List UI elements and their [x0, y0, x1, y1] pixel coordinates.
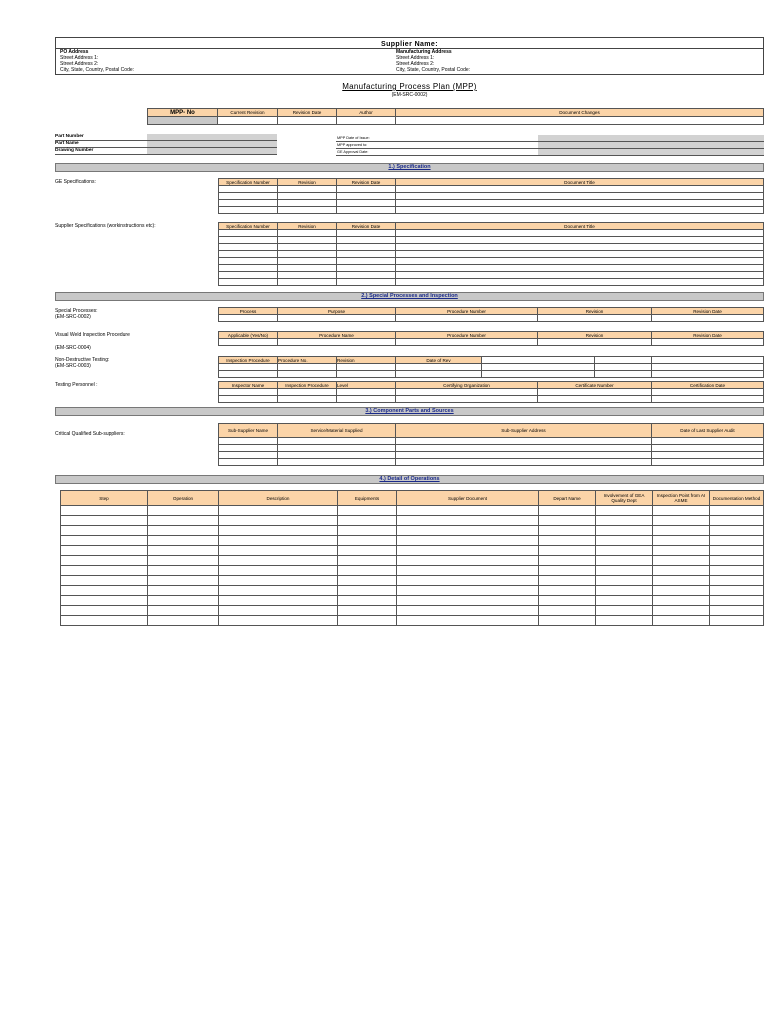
table-row [61, 576, 764, 586]
mpp-approved-field[interactable] [538, 142, 764, 148]
table-row [219, 200, 764, 207]
ge-approval-row [336, 149, 764, 156]
tp-header: Certifying Organization [396, 382, 538, 389]
section-special-processes [55, 292, 764, 301]
table-row [61, 606, 764, 616]
table-row [219, 459, 764, 466]
ge-approval-label: GE Approval Date: [337, 150, 369, 154]
spec-header: Revision Date [337, 223, 396, 230]
visual-weld-label: Visual Weld Inspection Procedure [55, 332, 130, 338]
drawing-number-row [55, 148, 277, 155]
table-row [219, 251, 764, 258]
operations-header: Involvement of GEA Quality Dept [596, 491, 653, 506]
sp-header: Revision [538, 308, 652, 315]
part-number-field[interactable] [147, 134, 277, 140]
ge-specifications-label: GE Specifications: [55, 179, 96, 185]
table-row [61, 526, 764, 536]
testing-personnel-label: Testing Personnel : [55, 382, 98, 388]
supplier-name-label: Supplier Name: [381, 41, 438, 48]
operations-table [60, 490, 764, 626]
ndt-header: Inspection Procedure [219, 357, 278, 364]
section-specification [55, 163, 764, 172]
table-row [219, 315, 764, 322]
visual-weld-code: (EM-SRC-0004) [55, 345, 91, 351]
po-address-heading: PO Address [60, 49, 89, 55]
operations-header: Supplier Document [397, 491, 539, 506]
table-row [61, 546, 764, 556]
tp-header: Level [337, 382, 396, 389]
operations-header: Depart Name [539, 491, 596, 506]
table-row [219, 193, 764, 200]
table-row [61, 556, 764, 566]
ndt-code: (EM-SRC-0003) [55, 363, 91, 369]
sub-supplier-header: Date of Last Supplier Audit [652, 424, 764, 438]
sub-suppliers-label: Critical Qualified Sub-suppliers: [55, 431, 125, 437]
special-processes-text: Special Processes: [55, 308, 98, 314]
ndt-header: Procedure No. [278, 357, 337, 364]
vw-header: Applicable (Yes/No) [219, 332, 278, 339]
sub-supplier-header: Sub-Supplier Address [396, 424, 652, 438]
spec-header: Document Title [396, 223, 764, 230]
mpp-date-field[interactable] [538, 135, 764, 141]
ndt-label [55, 357, 109, 369]
mfg-address-line: Street Address 2: [396, 61, 435, 67]
mpp-no-field[interactable] [148, 117, 218, 125]
table-row [219, 452, 764, 459]
table-row [219, 371, 764, 378]
spec-header: Revision Date [337, 179, 396, 186]
rev-cell[interactable] [337, 117, 396, 125]
revision-table [147, 108, 764, 125]
section-title: 2.) Special Processes and Inspection [361, 293, 458, 299]
po-address-block [60, 49, 134, 73]
table-row [61, 516, 764, 526]
table-row [219, 237, 764, 244]
table-row [219, 364, 764, 371]
mpp-approved-row [336, 142, 764, 149]
visual-weld-table [218, 331, 764, 346]
table-row [61, 566, 764, 576]
mfg-address-line: City, State, Country, Postal Code: [396, 67, 471, 73]
table-row [219, 186, 764, 193]
part-name-field[interactable] [147, 141, 277, 147]
po-address-line: Street Address 1: [60, 55, 99, 61]
special-processes-table [218, 307, 764, 322]
document-title: Manufacturing Process Plan (MPP) [342, 82, 477, 91]
section-title: 4.) Detail of Operations [379, 476, 440, 482]
section-title: 3.) Component Parts and Sources [365, 408, 454, 414]
table-row [219, 230, 764, 237]
operations-header: Equipments [338, 491, 397, 506]
po-address-line: Street Address 2: [60, 61, 99, 67]
table-row [61, 596, 764, 606]
drawing-number-label: Drawing Number [55, 148, 94, 153]
sub-supplier-header: Sub-Supplier Name [219, 424, 278, 438]
vw-header: Revision Date [652, 332, 764, 339]
ndt-header: Revision [337, 357, 396, 364]
section-component-parts [55, 407, 764, 416]
table-row [61, 506, 764, 516]
spec-header: Revision [278, 179, 337, 186]
sp-header: Revision Date [652, 308, 764, 315]
sub-supplier-header: Service/Material Supplied [278, 424, 396, 438]
mfg-address-line: Street Address 1: [396, 55, 435, 61]
table-row [219, 272, 764, 279]
rev-header: Document Changes [396, 109, 764, 117]
mpp-date-label: MPP Date of Issue: [337, 136, 370, 140]
tp-header: Certification Date [652, 382, 764, 389]
document-code: (EM-SRC-0002) [391, 92, 428, 98]
tp-header: Inspector Name [219, 382, 278, 389]
rev-cell[interactable] [396, 117, 764, 125]
tp-header: Certificate Number [538, 382, 652, 389]
ge-spec-table [218, 178, 764, 214]
mfg-address-heading: Manufacturing Address [396, 49, 452, 55]
table-row [219, 445, 764, 452]
spec-header: Specification Number [219, 223, 278, 230]
operations-header: Inspection Point from AI ASME [653, 491, 710, 506]
ndt-header: Date of Rev [396, 357, 482, 364]
table-row [219, 207, 764, 214]
rev-header: Author [337, 109, 396, 117]
rev-cell[interactable] [278, 117, 337, 125]
mpp-approved-label: MPP approved to: [337, 143, 368, 147]
ge-approval-field[interactable] [538, 149, 764, 155]
supplier-spec-table [218, 222, 764, 286]
part-name-label: Part Name [55, 141, 79, 146]
vw-header: Procedure Number [396, 332, 538, 339]
part-name-row [55, 141, 277, 148]
table-row [61, 616, 764, 626]
table-row [219, 396, 764, 403]
sub-suppliers-table [218, 423, 764, 466]
table-row [219, 279, 764, 286]
sp-header: Procedure Number [396, 308, 538, 315]
table-row [219, 244, 764, 251]
operations-header: Operation [148, 491, 219, 506]
operations-header: Documentation Method [710, 491, 764, 506]
mfg-address-block [396, 49, 470, 73]
table-row [61, 536, 764, 546]
table-row [61, 586, 764, 596]
spec-header: Document Title [396, 179, 764, 186]
rev-header: Current Revision [218, 109, 278, 117]
table-row [219, 258, 764, 265]
sp-header: Purpose [278, 308, 396, 315]
mpp-date-row [336, 135, 764, 142]
spec-header: Specification Number [219, 179, 278, 186]
operations-header: Description [219, 491, 338, 506]
supplier-specifications-label: Supplier Specifications (workinstructions etc): [55, 223, 156, 229]
special-processes-code: (EM-SRC-0002) [55, 314, 91, 320]
part-number-row [55, 134, 277, 141]
ndt-table [218, 356, 764, 378]
po-address-line: City, State, Country, Postal Code: [60, 67, 135, 73]
rev-cell[interactable] [218, 117, 278, 125]
section-detail-operations [55, 475, 764, 484]
table-row [219, 389, 764, 396]
table-row [219, 438, 764, 445]
sp-header: Process [219, 308, 278, 315]
section-title: 1.) Specification [388, 164, 431, 170]
mpp-no-label: MPP- No [148, 109, 218, 117]
spec-header: Revision [278, 223, 337, 230]
drawing-number-field[interactable] [147, 148, 277, 154]
tp-header: Inspection Procedure [278, 382, 337, 389]
vw-header: Revision [538, 332, 652, 339]
vw-header: Procedure Name [278, 332, 396, 339]
special-processes-label [55, 308, 98, 320]
table-row [219, 339, 764, 346]
rev-header: Revision Date [278, 109, 337, 117]
table-row [219, 265, 764, 272]
ndt-text: Non-Destructive Testing: [55, 357, 110, 363]
testing-personnel-table [218, 381, 764, 403]
operations-header: Step [61, 491, 148, 506]
part-number-label: Part Number [55, 134, 84, 139]
